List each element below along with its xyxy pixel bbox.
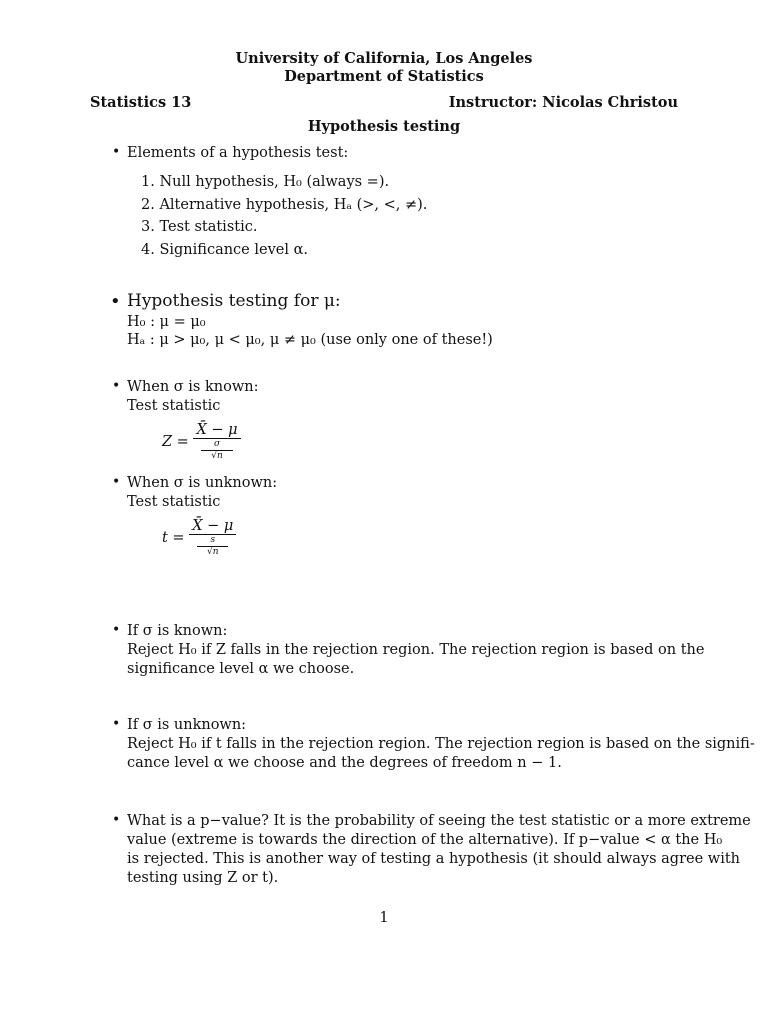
university-name: University of California, Los Angeles — [235, 50, 533, 67]
test-statistic-label: Test statistic — [127, 494, 221, 510]
denominator-top: σ — [213, 439, 221, 449]
test-statistic-label: Test statistic — [127, 398, 221, 414]
list-item: 2. Alternative hypothesis, Hₐ (>, <, ≠). — [141, 197, 428, 213]
denominator-bottom: √n — [201, 450, 232, 462]
denominator-top: s — [210, 535, 216, 545]
pvalue-text: value (extreme is towards the direction of the alternative). If p−value < α the H₀ — [127, 832, 723, 848]
fraction — [193, 422, 240, 462]
hyp-mu-heading: Hypothesis testing for μ: — [127, 291, 341, 311]
reject-known-heading: If σ is known: — [127, 623, 228, 639]
pvalue-text: What is a p−value? It is the probability of seeing the test statistic or a more extreme — [127, 813, 751, 829]
sigma-known-heading: When σ is known: — [127, 379, 259, 395]
bullet-icon: • — [112, 812, 121, 828]
list-item: 4. Significance level α. — [141, 242, 308, 258]
bullet-icon: • — [112, 716, 121, 732]
bullet-icon: • — [112, 622, 121, 638]
department-name: Department of Statistics — [284, 68, 484, 85]
reject-unknown-text: Reject H₀ if t falls in the rejection region. The rejection region is based on the signifi- — [127, 736, 755, 752]
reject-unknown-text: cance level α we choose and the degrees of freedom n − 1. — [127, 755, 562, 771]
bullet-icon: • — [110, 291, 121, 312]
bullet-icon: • — [112, 474, 121, 490]
bullet-icon: • — [112, 378, 121, 394]
formula-lhs: Z = — [162, 434, 189, 450]
list-item: 1. Null hypothesis, H₀ (always =). — [141, 174, 390, 190]
numerator: X̄ − μ — [189, 518, 236, 535]
formula-lhs: t = — [162, 530, 185, 546]
null-hypothesis: H₀ : μ = μ₀ — [127, 314, 206, 330]
pvalue-text: is rejected. This is another way of testing a hypothesis (it should always agree with — [127, 851, 741, 867]
reject-known-text: Reject H₀ if Z falls in the rejection region. The rejection region is based on the — [127, 642, 705, 658]
page-number: 1 — [379, 910, 389, 926]
bullet-icon: • — [112, 144, 121, 160]
z-formula — [162, 422, 241, 462]
pvalue-text: testing using Z or t). — [127, 870, 279, 886]
denominator-bottom: √n — [197, 546, 228, 558]
page-title: Hypothesis testing — [307, 118, 461, 135]
reject-known-text: significance level α we choose. — [127, 661, 355, 677]
list-item: 3. Test statistic. — [141, 219, 258, 235]
course-name: Statistics 13 — [90, 94, 192, 111]
alt-hypothesis: Hₐ : μ > μ₀, μ < μ₀, μ ≠ μ₀ (use only one of these!) — [127, 332, 493, 348]
t-formula — [162, 518, 236, 558]
reject-unknown-heading: If σ is unknown: — [127, 717, 247, 733]
instructor-name: Instructor: Nicolas Christou — [448, 94, 678, 111]
sigma-unknown-heading: When σ is unknown: — [127, 475, 278, 491]
elements-intro: Elements of a hypothesis test: — [127, 145, 349, 161]
fraction — [189, 518, 236, 558]
numerator: X̄ − μ — [193, 422, 240, 439]
